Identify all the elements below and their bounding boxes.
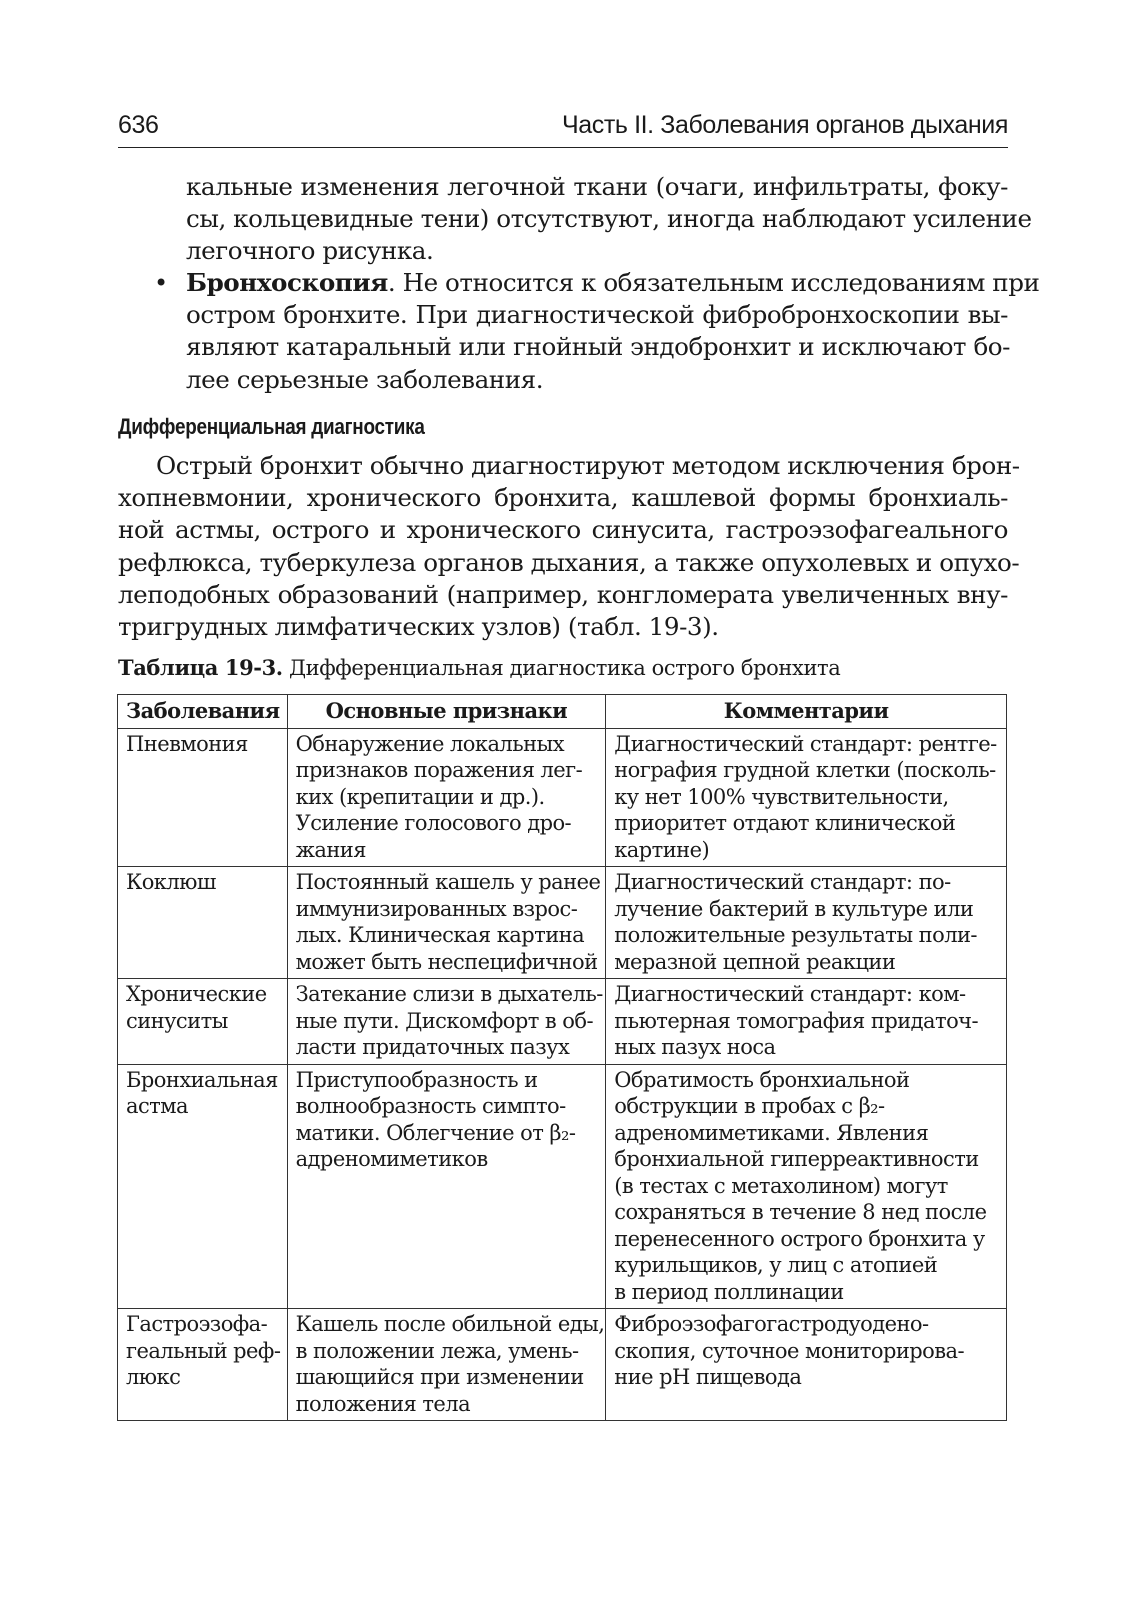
cell-line: Постоянный кашель у ранее [295,870,601,894]
cell-line: картине) [614,837,710,862]
cell-comments [606,979,1007,1065]
cell-line: люкс [126,1365,181,1389]
cell-line: курильщиков, у лиц с атопией [614,1253,938,1277]
bullet-term: Бронхоскопия [186,268,388,297]
cell-comments [606,1309,1007,1421]
table-row [118,1309,1007,1421]
cell-line: перенесенного острого бронхита у [614,1226,985,1251]
running-head [118,109,1008,148]
cell-disease [118,1309,288,1421]
text-line: хопневмонии, хронического бронхита, кашлевой формы бронхиаль- [118,483,1008,513]
cell-line: синуситы [126,1008,228,1033]
cell-comments [606,867,1007,979]
cell-line: в положении лежа, умень- [295,1338,579,1363]
cell-line: Приступообразность и [295,1067,538,1092]
cell-disease [118,867,288,979]
cell-line: геальный реф- [126,1338,281,1363]
table-row [118,979,1007,1065]
cell-disease [118,728,288,867]
cell-line: скопия, суточное мониторирова- [614,1338,965,1363]
cell-line: Бронхиальная [126,1067,278,1092]
table-row [118,867,1007,979]
cell-line: Диагностический стандарт: ком- [614,982,966,1006]
cell-line: нография грудной клетки (посколь- [614,758,996,782]
cell-line: ние рН пищевода [614,1365,802,1389]
cell-signs [287,1064,606,1309]
bullet-icon: • [154,269,168,297]
text-line: лее серьезные заболевания. [186,364,544,394]
cell-line: положительные результаты поли- [614,923,977,947]
cell-signs [287,867,606,979]
cell-comments [606,728,1007,867]
cell-line: лучение бактерий в культуре или [614,896,974,921]
cell-line: ных пазух носа [614,1035,776,1059]
text-line: ной астмы, острого и хронического синусита, гастроэзофагеального [118,515,1008,545]
cell-line: (в тестах с метахолином) могут [614,1173,948,1198]
column-header-signs: Основные признаки [287,695,606,729]
cell-line: волнообразность симпто- [295,1094,566,1118]
cell-line: бронхиальной гиперреактивности [614,1147,979,1171]
page-number: 636 [118,111,159,139]
cell-line: пьютерная томография придаточ- [614,1008,979,1033]
cell-signs [287,728,606,867]
cell-line: может быть неспецифичной [295,949,598,974]
text-line: сы, кольцевидные тени) отсутствуют, иногда наблюдают усиление [186,204,1032,234]
table-row [118,728,1007,867]
table-caption [118,655,840,680]
cell-line: адреномиметиками. Явления [614,1120,929,1145]
cell-line: Затекание слизи в дыхатель- [295,982,603,1006]
column-header-comments: Комментарии [606,695,1007,729]
cell-line: Усиление голосового дро- [295,811,572,835]
text-line: тригрудных лимфатических узлов) (табл. 19-3). [118,612,719,642]
text-line: остром бронхите. При диагностической фибробронхоскопии вы- [186,300,1008,330]
cell-line: Фиброэзофагогастродуодено- [614,1312,929,1336]
cell-line: положения тела [295,1391,471,1416]
cell-line: Обнаружение локальных [295,731,565,756]
cell-line: Гастроэзофа- [126,1312,268,1336]
cell-line: Коклюш [126,870,216,894]
part-title: Часть II. Заболевания органов дыхания [561,111,1008,139]
cell-line: иммунизированных взрос- [295,896,578,921]
column-header-disease: Заболевания [118,695,288,729]
cell-line: приоритет отдают клинической [614,811,956,835]
bullet-text [186,267,1040,396]
cell-line: ких (крепитации и др.). [295,784,545,809]
table-caption-text: Дифференциальная диагностика острого бронхита [282,656,841,680]
text-line: Острый бронхит обычно диагностируют методом исключения брон- [156,451,1020,480]
cell-line: Кашель после обильной еды, [295,1312,605,1336]
cell-comments [606,1064,1007,1309]
cell-line: лых. Клиническая картина [295,923,585,947]
continued-paragraph [118,171,1032,268]
table-row [118,1064,1007,1309]
cell-line: Диагностический стандарт: рентге- [614,731,997,756]
cell-line: ласти придаточных пазух [295,1035,570,1059]
cell-disease [118,979,288,1065]
text-line: кальные изменения легочной ткани (очаги, инфильтраты, фоку- [186,172,1008,201]
cell-line: сохраняться в течение 8 нед после [614,1200,987,1224]
cell-line: жания [295,837,366,862]
cell-line: адреномиметиков [295,1147,488,1171]
cell-line: меразной цепной реакции [614,949,896,974]
bullet-first-line: . Не относится к обязательным исследованиям при [387,268,1040,297]
cell-line: матики. Облегчение от β₂- [295,1120,576,1145]
table-caption-label: Таблица 19-3. [118,655,283,680]
cell-signs [287,1309,606,1421]
cell-line: признаков поражения лег- [295,758,583,782]
cell-line: в период поллинации [614,1279,844,1304]
text-line: легочного рисунка. [186,236,434,266]
cell-line: ку нет 100% чувствительности, [614,784,949,809]
text-line: леподобных образований (например, конгломерата увеличенных вну- [118,579,1008,609]
text-line [186,267,1040,299]
cell-line: астма [126,1094,189,1118]
cell-line: Диагностический стандарт: по- [614,870,951,894]
text-line: рефлюкса, туберкулеза органов дыхания, а также опухолевых и опухо- [118,547,1020,577]
table-header-row [118,695,1007,729]
text-line: являют катаральный или гнойный эндобронхит и исключают бо- [186,332,1011,362]
differential-paragraph [118,450,1020,643]
cell-line: шающийся при изменении [295,1365,584,1389]
cell-line: Обратимость бронхиальной [614,1067,910,1092]
table-body [118,728,1007,1421]
cell-line: обструкции в пробах с β₂- [614,1094,885,1118]
cell-line: ные пути. Дискомфорт в об- [295,1008,594,1033]
cell-disease [118,1064,288,1309]
cell-line: Пневмония [126,731,248,756]
differential-table [117,694,1007,1421]
cell-line: Хронические [126,982,267,1006]
cell-signs [287,979,606,1065]
section-heading: Дифференциальная диагностика [118,414,425,439]
